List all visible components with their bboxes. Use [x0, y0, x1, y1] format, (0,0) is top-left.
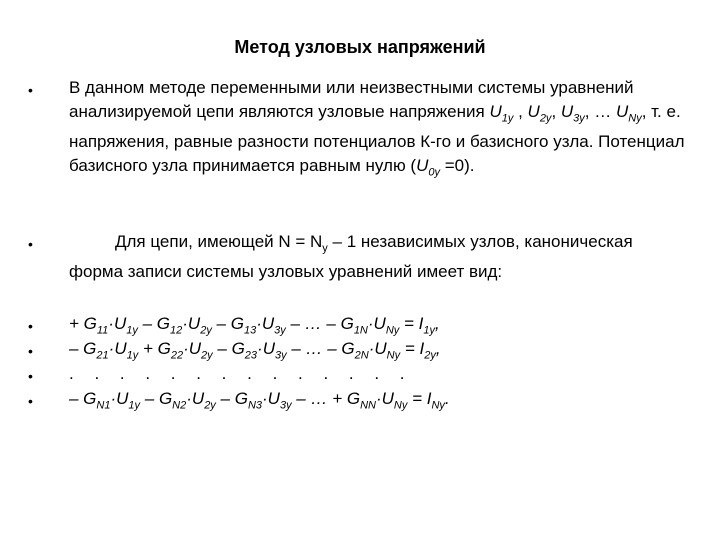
- equation-subscript: 3у: [275, 349, 287, 362]
- equation-term: ·U: [108, 339, 127, 358]
- equation-term: = I: [407, 389, 432, 408]
- bullet-5: •: [28, 368, 33, 384]
- equation-subscript: Nу: [385, 324, 400, 337]
- equation-subscript: 23: [244, 349, 258, 362]
- slide-title: Метод узловых напряжений: [234, 37, 486, 57]
- equation-term: + G: [69, 314, 97, 333]
- equation-term: ·U: [368, 339, 387, 358]
- equation-term: ·U: [110, 389, 129, 408]
- equation-term: ·U: [186, 389, 205, 408]
- equation-subscript: 2у: [424, 349, 436, 362]
- p1-var-u2: U: [527, 102, 540, 121]
- bullet-6: •: [28, 393, 33, 409]
- paragraph-canonical-form: [69, 230, 689, 284]
- p2-sub-1: у: [322, 242, 328, 255]
- equation-subscript: NN: [360, 399, 376, 412]
- equation-subscript: N2: [172, 399, 187, 412]
- paragraph-method-description: [69, 76, 689, 185]
- p1-sub-5: 0у: [428, 166, 440, 179]
- bullet-4: •: [28, 343, 33, 359]
- equation-term: = I: [399, 314, 424, 333]
- equation-subscript: 1N: [353, 324, 368, 337]
- bullet-2: •: [28, 236, 33, 252]
- p1-var-un: U: [615, 102, 629, 121]
- equation-term: ·U: [375, 389, 394, 408]
- ellipsis-dots: . . . . . . . . . . . . . .: [69, 364, 405, 383]
- equation-subscript: 1у: [126, 324, 138, 337]
- p1-text-3: ,: [551, 102, 561, 121]
- equation-term: ,: [435, 314, 440, 333]
- equation-term: + G: [138, 339, 171, 358]
- equation-term: ·U: [256, 314, 275, 333]
- p1-text-2: ,: [513, 102, 528, 121]
- equation-term: – … – G: [285, 314, 354, 333]
- equation-term: – G: [211, 314, 244, 333]
- equation-term: ·U: [182, 314, 201, 333]
- p1-text-5: , т. е. напряжения, равные разности потенциалов К-го и базисного узла. Потенциал базисного узла принимается равным нулю (: [69, 102, 685, 176]
- p1-var-u0: U: [416, 156, 429, 176]
- p2-text-2: – 1 независимых узлов, каноническая форма записи системы узловых уравнений имеет вид:: [69, 232, 633, 282]
- subscript: [573, 112, 585, 124]
- equation-subscript: 13: [243, 324, 257, 337]
- subscript: [428, 167, 440, 179]
- equation-subscript: 12: [170, 324, 183, 337]
- equation-subscript: Nу: [431, 399, 445, 412]
- equation-term: – G: [140, 389, 173, 408]
- equation-subscript: 2у: [201, 349, 213, 362]
- equation-term: ·U: [367, 314, 386, 333]
- equation-term: – G: [69, 339, 97, 358]
- equation-subscript: 2у: [204, 399, 216, 412]
- subscript: [628, 112, 641, 124]
- equation-term: ·U: [257, 339, 275, 358]
- equation-term: ·U: [183, 339, 202, 358]
- equation-subscript: 22: [170, 349, 184, 362]
- bullet-1: •: [28, 82, 33, 98]
- equation-term: ,: [435, 339, 441, 358]
- subscript: [540, 112, 552, 124]
- equation-term: – G: [215, 389, 248, 408]
- p1-text-1: В данном методе переменными или неизвестными системы уравнений анализируемой цепи являются узловые напряжения: [69, 78, 634, 121]
- equation-term: – G: [137, 314, 170, 333]
- p1-text-4: , …: [584, 102, 616, 121]
- equation-subscript: 3у: [279, 399, 292, 412]
- equation-term: ·U: [262, 389, 280, 408]
- equation-row-n: [69, 387, 689, 417]
- equation-term: .: [444, 389, 450, 408]
- p1-sub-1: 1у: [501, 112, 514, 125]
- equation-term: – … – G: [286, 339, 355, 358]
- equation-term: – G: [212, 339, 245, 358]
- equation-subscript: 1у: [128, 399, 141, 412]
- equation-subscript: Nу: [386, 349, 401, 362]
- equation-term: = I: [400, 339, 425, 358]
- equation-row-ellipsis: [69, 362, 689, 386]
- equation-subscript: 1у: [126, 349, 139, 362]
- p1-sub-3: 3у: [573, 112, 585, 125]
- equation-term: ·U: [108, 314, 127, 333]
- equation-subscript: N1: [96, 399, 111, 412]
- p1-sub-2: 2у: [539, 112, 552, 125]
- equation-term: – … + G: [291, 389, 361, 408]
- bullet-3: •: [28, 318, 33, 334]
- subscript: [502, 112, 514, 124]
- equation-subscript: 21: [96, 349, 109, 362]
- p1-sub-4: Nу: [628, 112, 642, 125]
- equation-subscript: 3у: [274, 324, 286, 337]
- p1-text-6: =0).: [439, 156, 475, 176]
- equation-term: – G: [69, 389, 97, 408]
- equation-subscript: 1у: [423, 324, 436, 337]
- equation-subscript: Nу: [393, 399, 408, 412]
- equation-subscript: 11: [96, 324, 109, 337]
- p1-var-u1: U: [489, 102, 502, 121]
- equation-subscript: N3: [247, 399, 262, 412]
- equation-subscript: 2у: [200, 324, 212, 337]
- p2-text-1: Для цепи, имеющей N = N: [115, 232, 323, 251]
- equation-subscript: 2N: [354, 349, 369, 362]
- p1-var-u3: U: [560, 102, 574, 121]
